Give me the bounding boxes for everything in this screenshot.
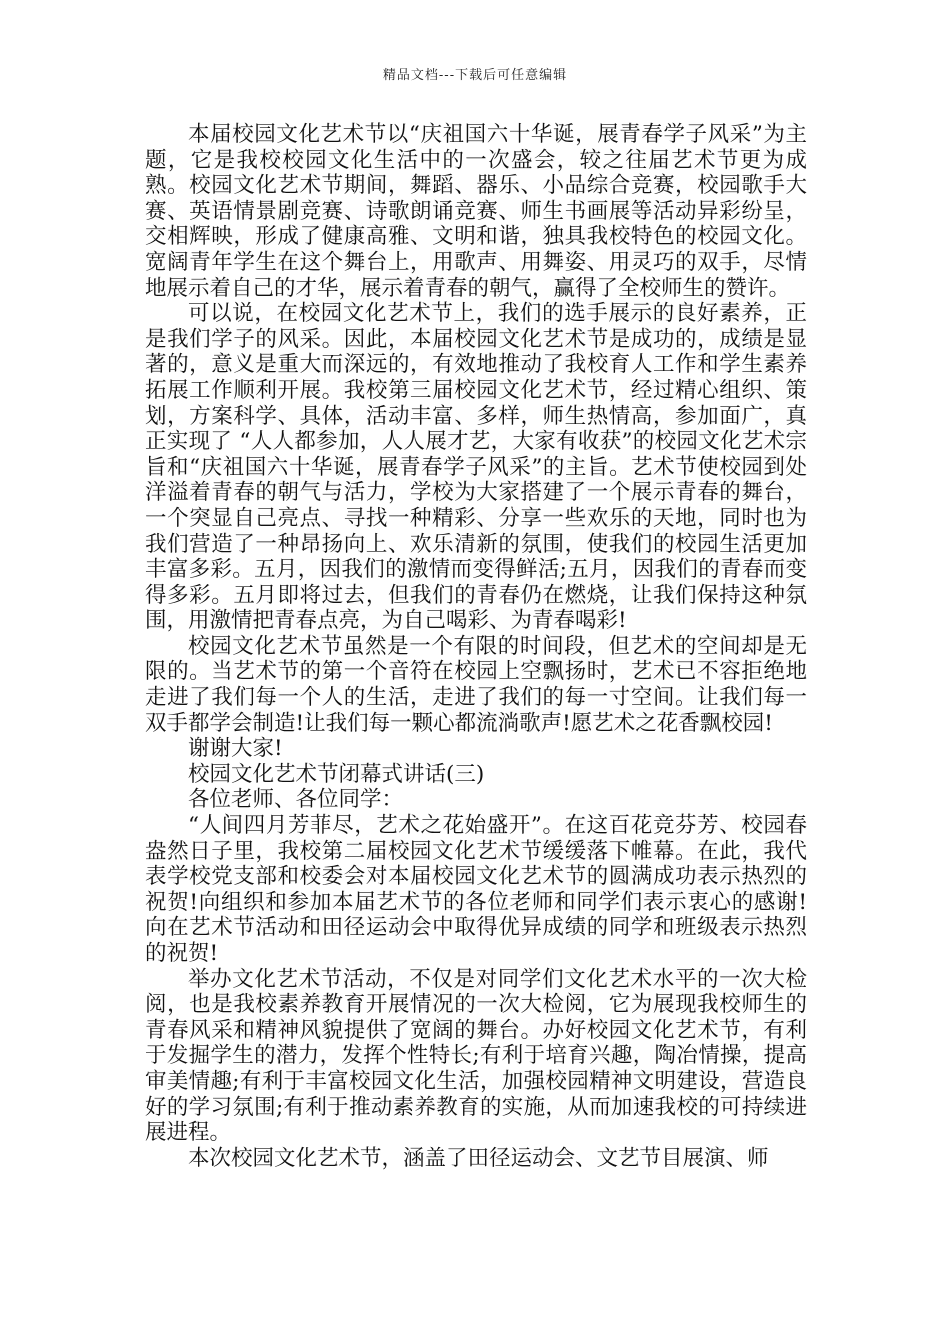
header-note: 精品文档---下载后可任意编辑 bbox=[382, 68, 568, 83]
paragraph: 可以说，在校园文化艺术节上，我们的选手展示的良好素养，正是我们学子的风采。因此，本届校园文化艺术节是成功的，成绩是显著的，意义是重大而深远的，有效地推动了我校育人工作和学生素养拓展工作顺利开展。我校第三届校园文化艺术节，经过精心组织、策划，方案科学、具体，活动丰富、多样，师生热情高，参加面广，真正实现了 “人人都参加，人人展才艺，大家有收获”的校园文化艺术宗旨和“庆祖国六十华诞，展青春学子风采”的主旨。艺术节使校园到处洋溢着青春的朝气与活力，学校为大家搭建了一个展示青春的舞台，一个突显自己亮点、寻找一种精彩、分享一些欢乐的天地，同时也为我们营造了一种昂扬向上、欢乐清新的氛围，使我们的校园生活更加丰富多彩。五月，因我们的激情而变得鲜活;五月，因我们的青春而变得多彩。五月即将过去，但我们的青春仍在燃烧，让我们保持这种氛围，用激情把青春点亮，为自己喝彩、为青春喝彩! bbox=[145, 301, 807, 634]
section-title: 校园文化艺术节闭幕式讲话(三) bbox=[188, 761, 485, 787]
paragraph: 本届校园文化艺术节以“庆祖国六十华诞，展青春学子风采”为主题，它是我校校园文化生活中的一次盛会，较之往届艺术节更为成熟。校园文化艺术节期间，舞蹈、器乐、小品综合竞赛，校园歌手大赛、英语情景剧竞赛、诗歌朗诵竞赛、师生书画展等活动异彩纷呈，交相辉映，形成了健康高雅、文明和谐，独具我校特色的校园文化。宽阔青年学生在这个舞台上，用歌声、用舞姿、用灵巧的双手，尽情地展示着自己的才华，展示着青春的朝气，赢得了全校师生的赞许。 bbox=[145, 122, 807, 301]
paragraph: 校园文化艺术节虽然是一个有限的时间段，但艺术的空间却是无限的。当艺术节的第一个音符在校园上空飘扬时，艺术已不容拒绝地走进了我们每一个人的生活，走进了我们的每一寸空间。让我们每一双手都学会制造!让我们每一颗心都流淌歌声!愿艺术之花香飘校园! bbox=[145, 633, 807, 736]
document-body bbox=[145, 122, 807, 1171]
salutation: 各位老师、各位同学： bbox=[188, 787, 404, 813]
paragraph: 举办文化艺术节活动，不仅是对同学们文化艺术水平的一次大检阅，也是我校素养教育开展情况的一次大检阅，它为展现我校师生的青春风采和精神风貌提供了宽阔的舞台。办好校园文化艺术节，有利于发掘学生的潜力，发挥个性特长;有利于培育兴趣，陶冶情操，提高审美情趣;有利于丰富校园文化生活，加强校园精神文明建设，营造良好的学习氛围;有利于推动素养教育的实施，从而加速我校的可持续进展进程。 bbox=[145, 966, 807, 1146]
closing-line: 谢谢大家! bbox=[188, 736, 283, 762]
paragraph: “人间四月芳菲尽，艺术之花始盛开”。在这百花竞芬芳、校园春盎然日子里，我校第二届校园文化艺术节缓缓落下帷幕。在此，我代表学校党支部和校委会对本届校园文化艺术节的圆满成功表示热烈的祝贺!向组织和参加本届艺术节的各位老师和同学们表示衷心的感谢!向在艺术节活动和田径运动会中取得优异成绩的同学和班级表示热烈的祝贺! bbox=[145, 813, 807, 966]
paragraph: 本次校园文化艺术节，涵盖了田径运动会、文艺节目展演、师 bbox=[188, 1145, 769, 1171]
